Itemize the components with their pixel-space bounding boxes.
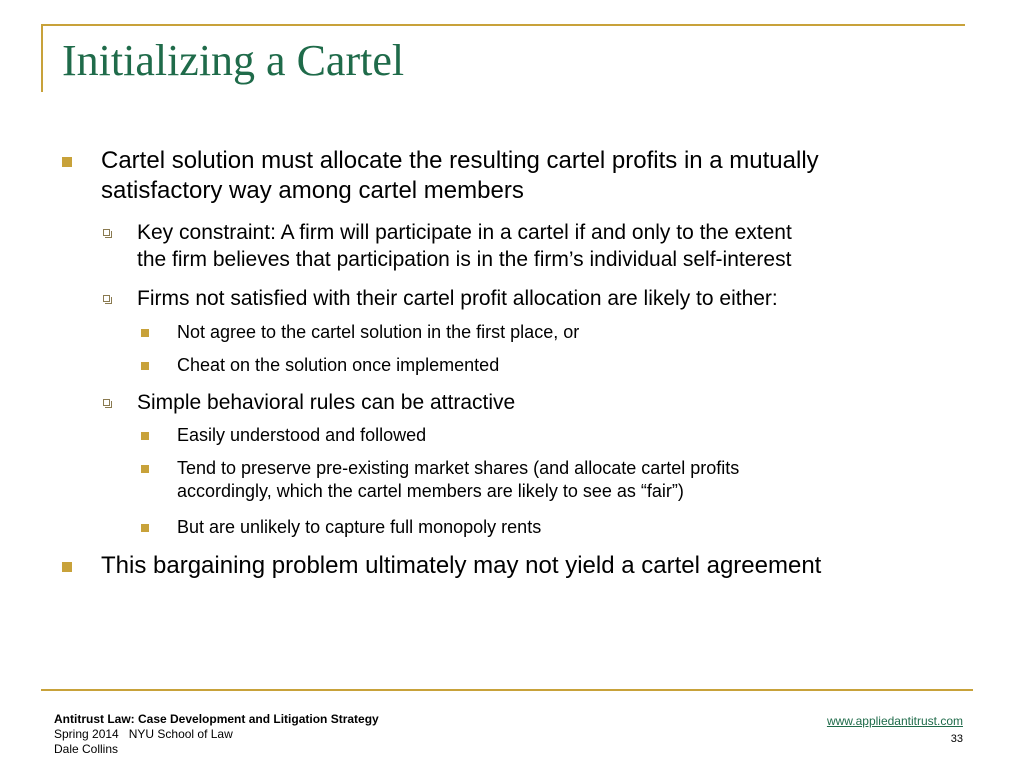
square-bullet-icon	[62, 562, 72, 572]
bullet-level-3-text: Not agree to the cartel solution in the first place, or	[177, 322, 580, 342]
page-number: 33	[950, 733, 963, 745]
hollow-square-bullet-icon	[103, 295, 110, 302]
square-bullet-icon	[141, 524, 149, 532]
square-bullet-icon	[141, 362, 149, 370]
bullet-level-3-text: accordingly, which the cartel members are likely to see as “fair”)	[177, 481, 684, 501]
bullet-level-2-text: Key constraint: A firm will participate in a cartel if and only to the extent	[137, 221, 792, 244]
bullet-level-1-text: Cartel solution must allocate the resulting cartel profits in a mutually	[101, 147, 819, 174]
square-bullet-icon	[141, 465, 149, 473]
footer-term: Spring 2014 NYU School of Law	[54, 727, 233, 741]
hollow-square-bullet-icon	[103, 399, 110, 406]
footer-info	[54, 712, 379, 757]
bullet-level-3-text: But are unlikely to capture full monopoly rents	[177, 517, 542, 537]
bullet-level-1-text: satisfactory way among cartel members	[101, 177, 524, 204]
footer-course: Antitrust Law: Case Development and Litigation Strategy	[54, 712, 379, 726]
hollow-square-bullet-icon	[103, 229, 110, 236]
title-frame-left-rule	[41, 24, 43, 92]
bullet-level-3-text: Easily understood and followed	[177, 425, 427, 445]
bullet-level-2-text: Simple behavioral rules can be attractive	[137, 391, 516, 414]
bullet-level-2-text: the firm believes that participation is in the firm’s individual self-interest	[137, 248, 792, 271]
bullet-level-1-text: This bargaining problem ultimately may not yield a cartel agreement	[101, 552, 822, 579]
footer-author: Dale Collins	[54, 742, 119, 756]
bullet-level-2-text: Firms not satisfied with their cartel profit allocation are likely to either:	[137, 287, 778, 310]
square-bullet-icon	[141, 329, 149, 337]
bullet-level-3-text: Cheat on the solution once implemented	[177, 355, 500, 375]
title-frame-top-rule	[41, 24, 965, 26]
footer-rule	[41, 689, 973, 691]
bullet-level-3-text: Tend to preserve pre-existing market shares (and allocate cartel profits	[177, 458, 740, 478]
footer-url-link[interactable]: www.appliedantitrust.com	[826, 714, 963, 728]
square-bullet-icon	[141, 432, 149, 440]
slide-title: Initializing a Cartel	[62, 36, 405, 85]
square-bullet-icon	[62, 157, 72, 167]
